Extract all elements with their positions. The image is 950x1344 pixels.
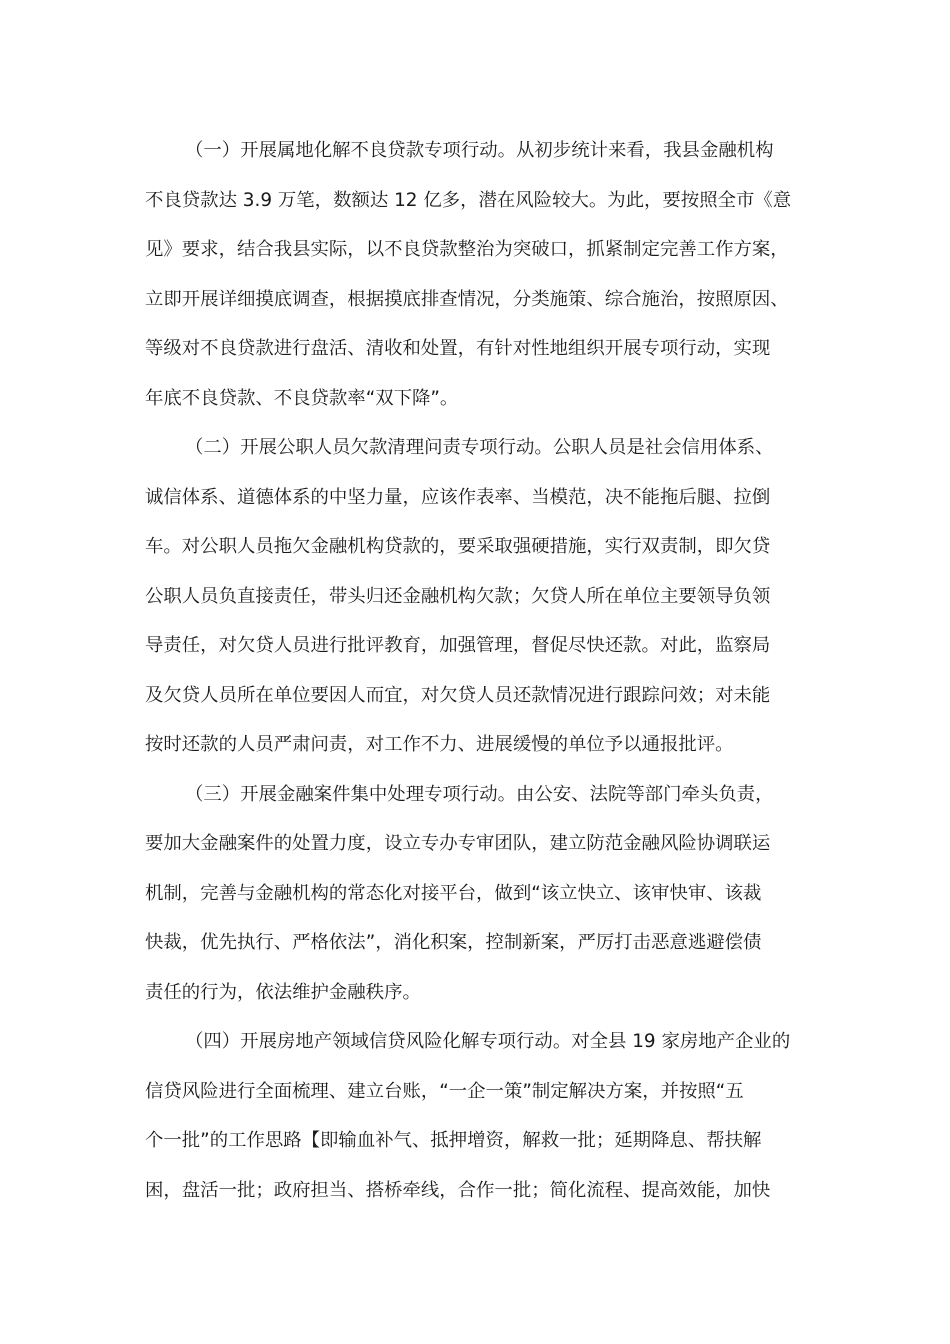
text-line: 责任的行为，依法维护金融秩序。 xyxy=(145,981,421,1003)
text-line: 见》要求，结合我县实际，以不良贷款整治为突破口，抓紧制定完善工作方案， xyxy=(145,239,789,260)
text-line: （一）开展属地化解不良贷款专项行动。从初步统计来看，我县金融机构 xyxy=(185,140,774,161)
text-line: 诚信体系、道德体系的中坚力量，应该作表率、当模范，决不能拖后腿、拉倒 xyxy=(145,486,771,508)
text-line: 车。对公职人员拖欠金融机构贷款的，要采取强硬措施，实行双责制，即欠贷 xyxy=(145,536,771,557)
text-line: 等级对不良贷款进行盘活、清收和处置，有针对性地组织开展专项行动，实现 xyxy=(145,338,771,359)
text-line: 不良贷款达 3.9 万笔，数额达 12 亿多，潜在风险较大。为此，要按照全市《意 xyxy=(145,189,792,211)
text-line: 及欠贷人员所在单位要因人而宜，对欠贷人员还款情况进行跟踪问效；对未能 xyxy=(145,684,771,706)
text-line: （四）开展房地产领域信贷风险化解专项行动。对全县 19 家房地产企业的 xyxy=(185,1031,791,1052)
text-line: 困，盘活一批；政府担当、搭桥牵线，合作一批；简化流程、提高效能，加快 xyxy=(145,1179,771,1201)
text-line: 机制，完善与金融机构的常态化对接平台，做到“该立快立、该审快审、该裁 xyxy=(145,882,762,904)
text-line: （三）开展金融案件集中处理专项行动。由公安、法院等部门牵头负责， xyxy=(185,783,774,805)
text-line: 要加大金融案件的处置力度，设立专办专审团队，建立防范金融风险协调联运 xyxy=(145,833,771,854)
text-line: 年底不良贷款、不良贷款率“双下降”。 xyxy=(145,387,459,409)
text-line: 导责任，对欠贷人员进行批评教育，加强管理，督促尽快还款。对此，监察局 xyxy=(145,635,771,656)
text-line: 信贷风险进行全面梳理、建立台账，“一企一策”制定解决方案，并按照“五 xyxy=(145,1080,744,1102)
paragraph-3 xyxy=(145,770,813,1018)
paragraph-2 xyxy=(145,423,813,770)
text-line: 立即开展详细摸底调查，根据摸底排查情况，分类施策、综合施治，按照原因、 xyxy=(145,288,789,310)
paragraph-4 xyxy=(145,1017,813,1215)
text-line: 按时还款的人员严肃问责，对工作不力、进展缓慢的单位予以通报批评。 xyxy=(145,734,734,755)
text-line: 快裁，优先执行、严格依法”，消化积案，控制新案，严厉打击恶意逃避偿债 xyxy=(145,932,762,953)
text-line: （二）开展公职人员欠款清理问责专项行动。公职人员是社会信用体系、 xyxy=(185,437,774,458)
paragraph-1 xyxy=(145,126,813,423)
text-line: 公职人员负直接责任，带头归还金融机构欠款；欠贷人所在单位主要领导负领 xyxy=(145,585,771,607)
document-body xyxy=(145,126,813,1215)
text-line: 个一批”的工作思路【即输血补气、抵押增资，解救一批；延期降息、帮扶解 xyxy=(145,1130,762,1151)
